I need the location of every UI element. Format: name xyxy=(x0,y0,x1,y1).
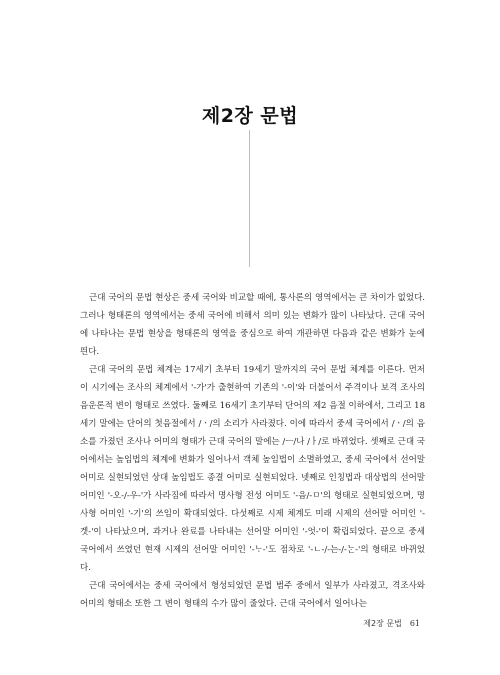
page-footer xyxy=(0,618,420,629)
paragraph-2: 근대 국어의 문법 체계는 17세기 초부터 19세기 말까지의 국어 문법 체계를 이른다. 먼저 이 시기에는 조사의 체계에서 '-가'가 출현하여 기존의 '-이'와 더불어서 주격이나 보격 조사의 음운론적 변이 형태로 쓰였다. 둘째로 16세기 초기부터 단어의 제2 음절 이하에서, 그리고 18세기 말에는 단어의 첫음절에서 /ㆍ/의 소리가 사라졌다. 이에 따라서 중세 국어에서 /ㆍ/의 음소를 가졌던 조사나 어미의 형태가 근대 국어의 말에는 /ㅡ/나 /ㅏ/로 바뀌었다. 셋째로 근대 국어에서는 높임법의 체계에 변화가 일어나서 객체 높임법이 소멸하였고, 중세 국어에서 선어말 어미로 실현되었던 상대 높임법도 종결 어미로 실현되었다. 넷째로 인칭법과 대상법의 선어말 어미인 '-오-/-우-'가 사라짐에 따라서 명사형 전성 어미도 '-음/-ㅁ'의 형태로 실현되었으며, 명사형 어미인 '-기'의 쓰임이 확대되었다. 다섯째로 시제 체계도 미래 시제의 선어말 어미인 '-겟-'이 나타났으며, 과거나 완료를 나타내는 선어말 어미인 '-엇-'이 확립되었다. 끝으로 중세 국어에서 쓰였던 현재 시제의 선어말 어미인 '-ᄂᆞ-'도 점차로 '-ㄴ-/-는-/-ᄂᆞᆫ-'의 형태로 바뀌었다. xyxy=(80,365,425,573)
chapter-title: 제2장 문법 xyxy=(201,104,299,127)
body-text xyxy=(80,289,425,613)
vertical-divider xyxy=(249,130,250,267)
running-title: 제2장 문법 xyxy=(363,619,402,628)
page-number: 61 xyxy=(409,619,420,628)
paragraph-3: 근대 국어에서는 중세 국어에서 형성되었던 문법 범주 중에서 일부가 사라졌고, 격조사와 어미의 형태소 또한 그 변이 형태의 수가 많이 줄었다. 근대 국어에서 일어나는 xyxy=(80,581,425,609)
paragraph-1: 근대 국어의 문법 현상은 중세 국어와 비교할 때에, 통사론의 영역에서는 큰 차이가 없었다. 그러나 형태론의 영역에서는 중세 국어에 비해서 의미 있는 변화가 많이 나타났다. 근대 국어에 나타나는 문법 현상을 형태론의 영역을 중심으로 하여 개관하면 다음과 같은 변화가 눈에 띈다. xyxy=(80,293,425,357)
